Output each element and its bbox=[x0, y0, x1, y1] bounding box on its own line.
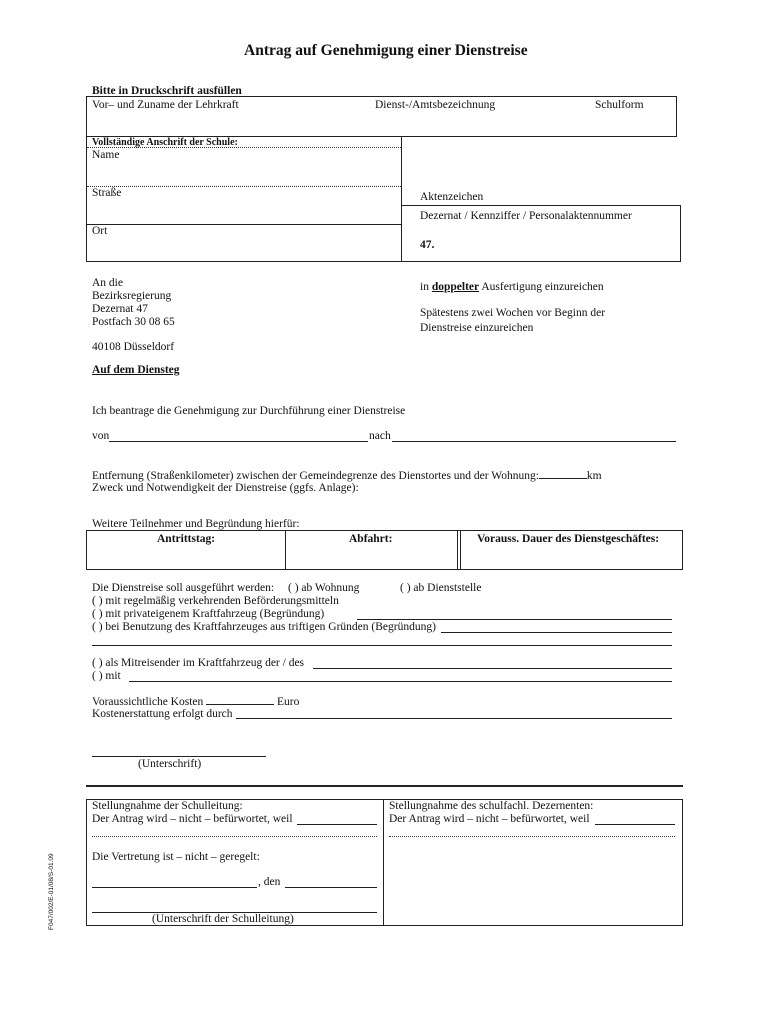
costs-label: Voraussichtliche Kosten bbox=[92, 696, 204, 708]
departure-header: Abfahrt: bbox=[349, 533, 393, 545]
school-statement-text: Der Antrag wird – nicht – befürwortet, weil bbox=[92, 813, 293, 825]
file-reference-sublabel: Dezernat / Kennziffer / Personalaktennummer bbox=[420, 210, 632, 222]
costs-currency: Euro bbox=[277, 696, 300, 708]
execution-intro: Die Dienstreise soll ausgeführt werden: bbox=[92, 582, 275, 594]
option-car-reason[interactable]: ( ) bei Benutzung des Kraftfahrzeuges aus triftigen Gründen (Begründung) bbox=[92, 621, 436, 633]
instruction-text: Bitte in Druckschrift ausfüllen bbox=[92, 85, 242, 97]
place-field[interactable] bbox=[92, 887, 257, 888]
distance-row bbox=[92, 469, 602, 482]
copies-note-emphasis: doppelter bbox=[431, 281, 480, 293]
recipient-line: Dezernat 47 bbox=[92, 303, 148, 315]
distance-unit: km bbox=[586, 470, 602, 482]
with-field[interactable] bbox=[129, 681, 672, 682]
deadline-note: Dienstreise einzureichen bbox=[420, 322, 534, 334]
teacher-name-label: Vor– und Zuname der Lehrkraft bbox=[92, 99, 239, 111]
private-car-reason-field[interactable] bbox=[357, 619, 672, 620]
from-field[interactable] bbox=[109, 441, 368, 442]
option-from-office[interactable]: ( ) ab Dienststelle bbox=[400, 582, 482, 594]
option-passenger[interactable]: ( ) als Mitreisender im Kraftfahrzeug der / des bbox=[92, 657, 305, 669]
recipient-line: Bezirksregierung bbox=[92, 290, 172, 302]
option-private-car[interactable]: ( ) mit privateigenem Kraftfahrzeug (Begründung) bbox=[92, 608, 325, 620]
divider bbox=[383, 799, 384, 926]
request-intro: Ich beantrage die Genehmigung zur Durchführung einer Dienstreise bbox=[92, 405, 406, 417]
submission-channel: Auf dem Diensteg bbox=[92, 364, 180, 376]
car-reason-field[interactable] bbox=[441, 632, 672, 633]
option-from-home[interactable]: ( ) ab Wohnung bbox=[288, 582, 360, 594]
signature-line[interactable] bbox=[92, 756, 266, 757]
distance-field[interactable] bbox=[539, 469, 587, 479]
divider bbox=[87, 224, 401, 225]
official-title-label: Dienst-/Amtsbezeichnung bbox=[375, 99, 496, 111]
school-signature-label: (Unterschrift der Schulleitung) bbox=[152, 913, 294, 925]
distance-label: Entfernung (Straßenkilometer) zwischen der Gemeindegrenze des Dienstortes und der Wohnung: bbox=[92, 470, 539, 482]
school-address-heading: Vollständige Anschrift der Schule: bbox=[92, 137, 238, 148]
car-reason-field-2[interactable] bbox=[92, 645, 672, 646]
school-reason-field[interactable] bbox=[297, 824, 377, 825]
reimbursement-field[interactable] bbox=[236, 718, 672, 719]
form-code: F047/002/E-01/08/S-01.09 bbox=[48, 853, 55, 930]
purpose-label: Zweck und Notwendigkeit der Dienstreise (ggfs. Anlage): bbox=[92, 482, 359, 494]
participants-label: Weitere Teilnehmer und Begründung hierfür: bbox=[92, 518, 300, 530]
recipient-line: 40108 Düsseldorf bbox=[92, 341, 175, 353]
recipient-line: An die bbox=[92, 277, 123, 289]
copies-note-pre: in bbox=[420, 281, 432, 293]
dept-reason-field-2[interactable] bbox=[389, 836, 675, 837]
street-label: Straße bbox=[92, 187, 122, 199]
costs-field[interactable] bbox=[206, 695, 274, 705]
duration-header: Vorauss. Dauer des Dienstgeschäftes: bbox=[477, 533, 660, 545]
section-separator bbox=[86, 785, 683, 787]
school-address-box bbox=[86, 136, 402, 262]
school-statement-heading: Stellungnahme der Schulleitung: bbox=[92, 800, 243, 812]
copies-note-post: Ausfertigung einzureichen bbox=[479, 281, 604, 293]
dept-reason-field[interactable] bbox=[595, 824, 675, 825]
school-name-label: Name bbox=[92, 149, 120, 161]
to-label: nach bbox=[369, 430, 391, 442]
school-type-label: Schulform bbox=[595, 99, 644, 111]
dept-statement-text: Der Antrag wird – nicht – befürwortet, weil bbox=[389, 813, 590, 825]
deadline-note: Spätestens zwei Wochen vor Beginn der bbox=[420, 307, 606, 319]
school-reason-field-2[interactable] bbox=[92, 836, 377, 837]
start-day-header: Antrittstag: bbox=[157, 533, 216, 545]
divider bbox=[285, 530, 286, 570]
divider bbox=[87, 186, 401, 187]
date-separator: , den bbox=[258, 876, 281, 888]
divider bbox=[457, 530, 458, 570]
divider bbox=[460, 530, 461, 570]
to-field[interactable] bbox=[392, 441, 676, 442]
option-public-transport[interactable]: ( ) mit regelmäßig verkehrenden Beförderungsmitteln bbox=[92, 595, 339, 607]
page-title: Antrag auf Genehmigung einer Dienstreise bbox=[244, 42, 528, 59]
option-with[interactable]: ( ) mit bbox=[92, 670, 121, 682]
file-reference-label: Aktenzeichen bbox=[420, 191, 484, 203]
copies-note bbox=[420, 281, 604, 293]
recipient-line: Postfach 30 08 65 bbox=[92, 316, 175, 328]
file-reference-value: 47. bbox=[420, 239, 435, 251]
city-label: Ort bbox=[92, 225, 108, 237]
from-label: von bbox=[92, 430, 110, 442]
substitution-label: Die Vertretung ist – nicht – geregelt: bbox=[92, 851, 260, 863]
reimbursement-label: Kostenerstattung erfolgt durch bbox=[92, 708, 233, 720]
dept-statement-heading: Stellungnahme des schulfachl. Dezernenten: bbox=[389, 800, 594, 812]
passenger-field[interactable] bbox=[313, 668, 672, 669]
date-field[interactable] bbox=[285, 887, 377, 888]
costs-row bbox=[92, 695, 299, 708]
signature-label: (Unterschrift) bbox=[138, 758, 202, 770]
